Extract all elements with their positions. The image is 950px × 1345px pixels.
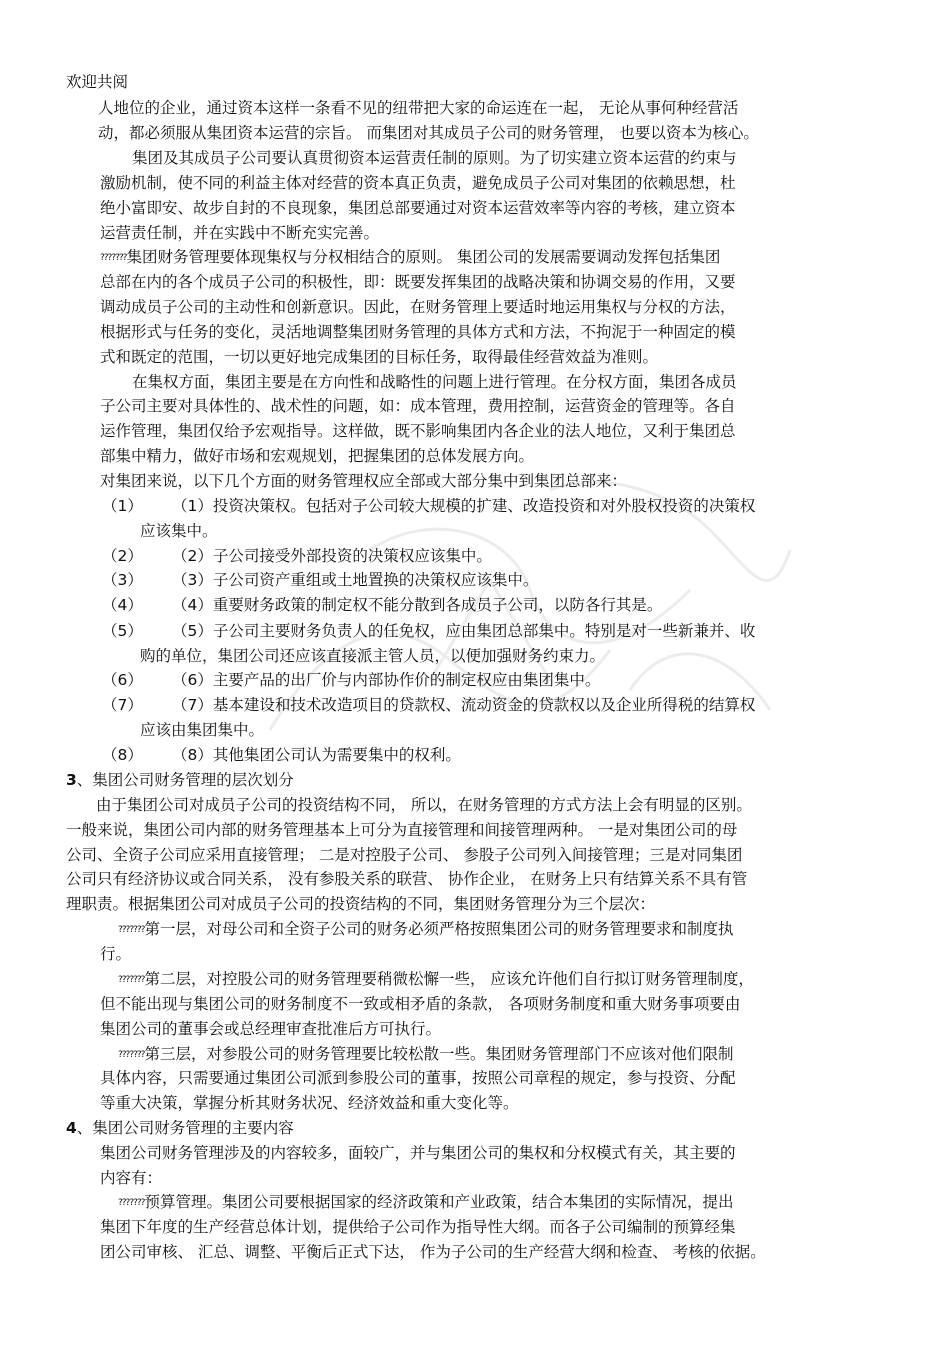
list-num-3: （3）	[102, 571, 143, 589]
list-num-7: （7）	[102, 696, 143, 714]
para-d-line-3: 运作管理，集团仅给予宏观指导。这样做，既不影响集团内各企业的法人地位，又利于集团总	[100, 422, 736, 440]
list-item-8: （8）其他集团公司认为需要集中的权利。	[172, 746, 461, 764]
list-item-3: （3）子公司资产重组或土地置换的决策权应该集中。	[172, 571, 539, 589]
marker: ???????	[100, 253, 127, 263]
para-c-line-2: 总部在内的各个成员子公司的积极性，即：既要发挥集团的战略决策和协调交易的作用，又要	[100, 273, 736, 291]
section-3-intro-4: 公司只有经济协议或合同关系， 没有参股关系的联营、 协作企业， 在财务上只有结算关系不具有管	[66, 870, 748, 888]
level-3-line-3: 等重大决策，掌握分析其财务状况、经济效益和重大变化等。	[100, 1094, 519, 1112]
section-4-num: 4	[66, 1119, 77, 1137]
marker: ???????	[118, 1050, 145, 1060]
level-1-line-2: 行。	[100, 945, 132, 963]
list-item-2: （2）子公司接受外部投资的决策权应该集中。	[172, 547, 492, 565]
level-1-line-1	[118, 917, 733, 942]
para-d-line-4: 部集中精力，做好市场和宏观规划，把握集团的总体发展方向。	[100, 447, 535, 465]
section-3-intro-5: 理职责。根据集团公司对成员子公司的投资结构的不同，集团财务管理分为三个层次：	[66, 895, 656, 913]
list-num-6: （6）	[102, 671, 143, 689]
section-3-title: 、集团公司财务管理的层次划分	[76, 771, 294, 789]
list-num-8: （8）	[102, 746, 143, 764]
budget-line-1	[118, 1190, 733, 1215]
list-item-7-line-2: 应该由集团集中。	[140, 721, 265, 739]
budget-line-2: 集团下年度的生产经营总体计划，提供给子公司作为指导性大纲。而各子公司编制的预算经集	[100, 1218, 736, 1236]
section-3-intro-2: 一般来说，集团公司内部的财务管理基本上可分为直接管理和间接管理两种。 一是对集团公司的母	[66, 821, 738, 839]
marker: ???????	[118, 925, 145, 935]
list-item-1-line-1: （1）投资决策权。包括对子公司较大规模的扩建、改造投资和对外股权投资的决策权	[172, 497, 756, 515]
level-2-text: 第二层，对控股公司的财务管理要稍微松懈一些， 应该允许他们自行拟订财务管理制度，	[144, 970, 754, 988]
para-c-line-5: 式和既定的范围，一切以更好地完成集团的目标任务，取得最佳经营效益为准则。	[100, 348, 659, 366]
para-a-line-1: 人地位的企业，通过资本这样一条看不见的纽带把大家的命运连在一起， 无论从事何种经营活	[98, 99, 739, 117]
para-c-line-4: 根据形式与任务的变化，灵活地调整集团财务管理的具体方式和方法，不拘泥于一种固定的模	[100, 323, 736, 341]
list-item-6: （6）主要产品的出厂价与内部协作价的制定权应由集团集中。	[172, 671, 601, 689]
level-3-text: 第三层，对参股公司的财务管理要比较松散一些。集团财务管理部门不应该对他们限制	[144, 1045, 734, 1063]
section-4-intro-1: 集团公司财务管理涉及的内容较多，面较广，并与集团公司的集权和分权模式有关，其主要的	[100, 1144, 736, 1162]
level-2-line-2: 但不能出现与集团公司的财务制度不一致或相矛盾的条款， 各项财务制度和重大财务事项要由	[100, 995, 741, 1013]
section-4-intro-2: 内容有：	[100, 1169, 163, 1187]
list-num-2: （2）	[102, 547, 143, 565]
marker: ???????	[118, 975, 145, 985]
level-2-line-1	[118, 967, 754, 992]
budget-text: 预算管理。集团公司要根据国家的经济政策和产业政策，结合本集团的实际情况，提出	[144, 1193, 734, 1211]
para-d-line-1: 在集权方面，集团主要是在方向性和战略性的问题上进行管理。在分权方面，集团各成员	[132, 373, 737, 391]
section-4-title: 、集团公司财务管理的主要内容	[76, 1119, 294, 1137]
list-item-4: （4）重要财务政策的制定权不能分散到各成员子公司，以防各行其是。	[172, 596, 663, 614]
marker: ???????	[118, 1198, 145, 1208]
para-a-line-2: 动，都必须服从集团资本运营的宗旨。 而集团对其成员子公司的财务管理， 也要以资本为核心。	[98, 124, 759, 142]
budget-line-3: 团公司审核、 汇总、调整、平衡后正式下达， 作为子公司的生产经营大纲和检查、 考核的依据。	[100, 1243, 766, 1261]
para-c-line-1	[100, 245, 720, 270]
section-3-intro-3: 公司、全资子公司应采用直接管理； 二是对控股子公司、 参股子公司列入间接管理；三是对同集团	[66, 846, 743, 864]
section-3-intro-1: 由于集团公司对成员子公司的投资结构不同， 所以，在财务管理的方式方法上会有明显的区别。	[96, 796, 752, 814]
level-3-line-1	[118, 1042, 733, 1067]
list-num-5: （5）	[102, 622, 143, 640]
section-3-heading	[66, 768, 294, 792]
para-b-line-2: 激励机制，使不同的利益主体对经营的资本真正负责，避免成员子公司对集团的依赖思想，杜	[100, 174, 736, 192]
section-4-heading	[66, 1116, 294, 1140]
page-header: 欢迎共阅	[66, 73, 129, 91]
para-d-line-2: 子公司主要对具体性的、战术性的问题，如：成本管理，费用控制，运营资金的管理等。各自	[100, 397, 736, 415]
list-item-5-line-2: 购的单位，集团公司还应该直接派主管人员，以便加强财务约束力。	[140, 647, 606, 665]
para-b-line-1: 集团及其成员子公司要认真贯彻资本运营责任制的原则。为了切实建立资本运营的约束与	[132, 149, 737, 167]
para-b-line-3: 绝小富即安、故步自封的不良现象，集团总部要通过对资本运营效率等内容的考核，建立资本	[100, 199, 736, 217]
para-c-text: 集团财务管理要体现集权与分权相结合的原则。 集团公司的发展需要调动发挥包括集团	[126, 248, 721, 266]
para-e: 对集团来说，以下几个方面的财务管理权应全部或大部分集中到集团总部来：	[100, 472, 628, 490]
para-c-line-3: 调动成员子公司的主动性和创新意识。因此，在财务管理上要适时地运用集权与分权的方法，	[100, 298, 736, 316]
list-num-1: （1）	[102, 497, 143, 515]
para-b-line-4: 运营责任制，并在实践中不断充实完善。	[100, 224, 380, 242]
list-num-4: （4）	[102, 596, 143, 614]
level-3-line-2: 具体内容，只需要通过集团公司派到参股公司的董事，按照公司章程的规定，参与投资、分配	[100, 1069, 736, 1087]
level-1-text: 第一层，对母公司和全资子公司的财务必须严格按照集团公司的财务管理要求和制度执	[144, 920, 734, 938]
list-item-7-line-1: （7）基本建设和技术改造项目的贷款权、流动资金的贷款权以及企业所得税的结算权	[172, 696, 756, 714]
level-2-line-3: 集团公司的董事会或总经理审查批准后方可执行。	[100, 1020, 442, 1038]
list-item-5-line-1: （5）子公司主要财务负责人的任免权，应由集团总部集中。特别是对一些新兼并、收	[172, 622, 756, 640]
section-3-num: 3	[66, 771, 77, 789]
list-item-1-line-2: 应该集中。	[140, 522, 218, 540]
